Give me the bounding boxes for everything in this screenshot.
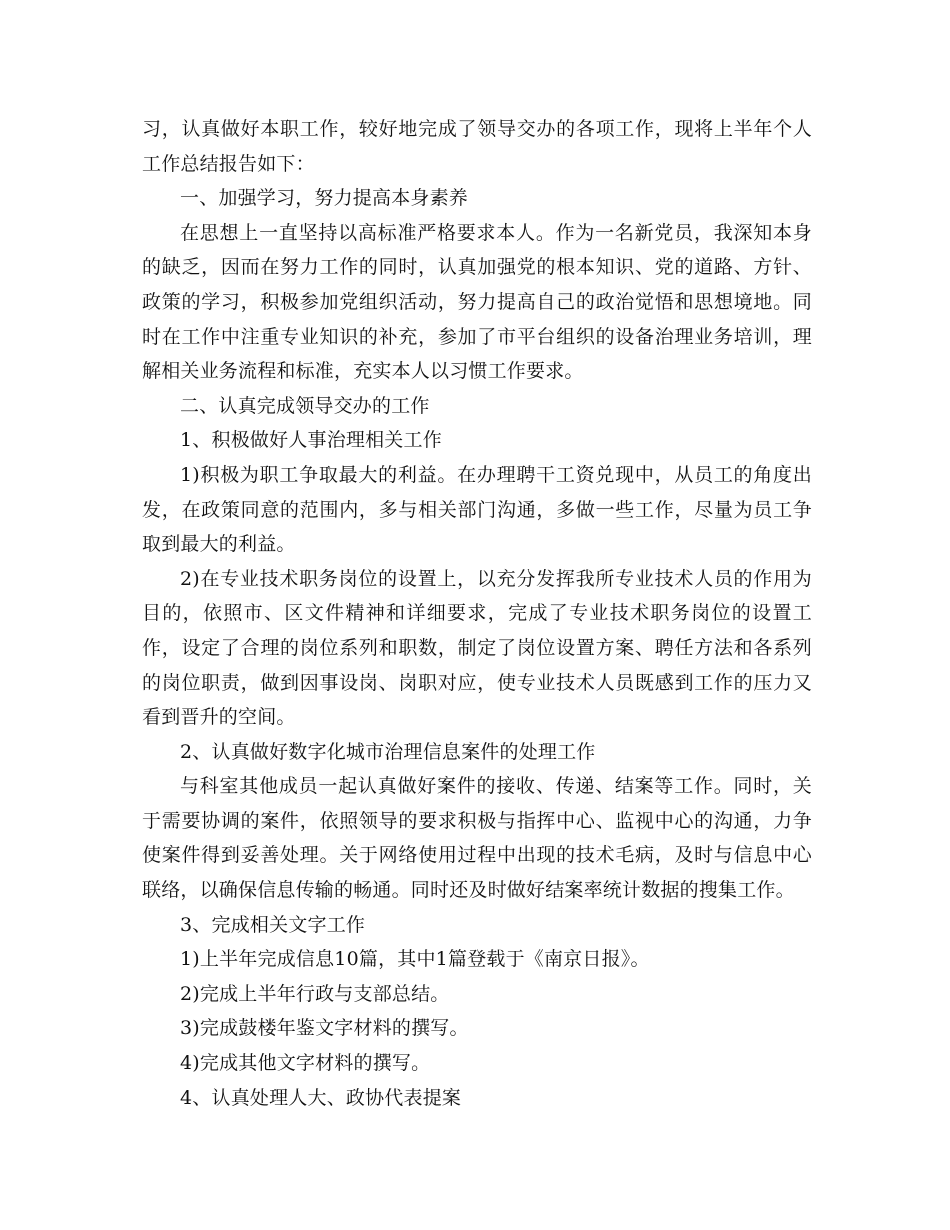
item-1-1: 1)积极为职工争取最大的利益。在办理聘干工资兑现中，从员工的角度出发，在政策同意的范围内，多与相关部门沟通，多做一些工作，尽量为员工争取到最大的利益。 (142, 463, 812, 556)
item-3-3: 3)完成鼓楼年鉴文字材料的撰写。 (180, 1017, 469, 1040)
item-3-2: 2)完成上半年行政与支部总结。 (180, 982, 450, 1005)
item-3-1: 1)上半年完成信息10篇，其中1篇登载于《南京日报》。 (180, 948, 650, 971)
subheading-1: 1、积极做好人事治理相关工作 (180, 429, 442, 452)
subheading-3: 3、完成相关文字工作 (180, 913, 366, 936)
paragraph-2: 在思想上一直坚持以高标准严格要求本人。作为一名新党员，我深知本身的缺乏，因而在努力工作的同时，认真加强党的根本知识、党的道路、方针、政策的学习，积极参加党组织活动，努力提高自己的政治觉悟和思想境地。同时在工作中注重专业知识的补充，参加了市平台组织的设备治理业务培训，理解相关业务流程和标准，充实本人以习惯工作要求。 (142, 221, 812, 383)
subheading-4: 4、认真处理人大、政协代表提案 (180, 1086, 462, 1109)
heading-section-2: 二、认真完成领导交办的工作 (180, 394, 430, 417)
document-body (142, 112, 812, 1115)
heading-section-1: 一、加强学习，努力提高本身素养 (180, 187, 469, 210)
paragraph-3: 与科室其他成员一起认真做好案件的接收、传递、结案等工作。同时，关于需要协调的案件，依照领导的要求积极与指挥中心、监视中心的沟通，力争使案件得到妥善处理。关于网络使用过程中出现的技术毛病，及时与信息中心联络，以确保信息传输的畅通。同时还及时做好结案率统计数据的搜集工作。 (142, 775, 812, 902)
subheading-2: 2、认真做好数字化城市治理信息案件的处理工作 (180, 740, 596, 763)
item-1-2: 2)在专业技术职务岗位的设置上，以充分发挥我所专业技术人员的作用为目的，依照市、区文件精神和详细要求，完成了专业技术职务岗位的设置工作，设定了合理的岗位系列和职数，制定了岗位设置方案、聘任方法和各系列的岗位职责，做到因事设岗、岗职对应，使专业技术人员既感到工作的压力又看到晋升的空间。 (142, 567, 812, 729)
paragraph-1: 习，认真做好本职工作，较好地完成了领导交办的各项工作，现将上半年个人工作总结报告如下： (142, 118, 812, 175)
item-3-4: 4)完成其他文字材料的撰写。 (180, 1052, 431, 1075)
